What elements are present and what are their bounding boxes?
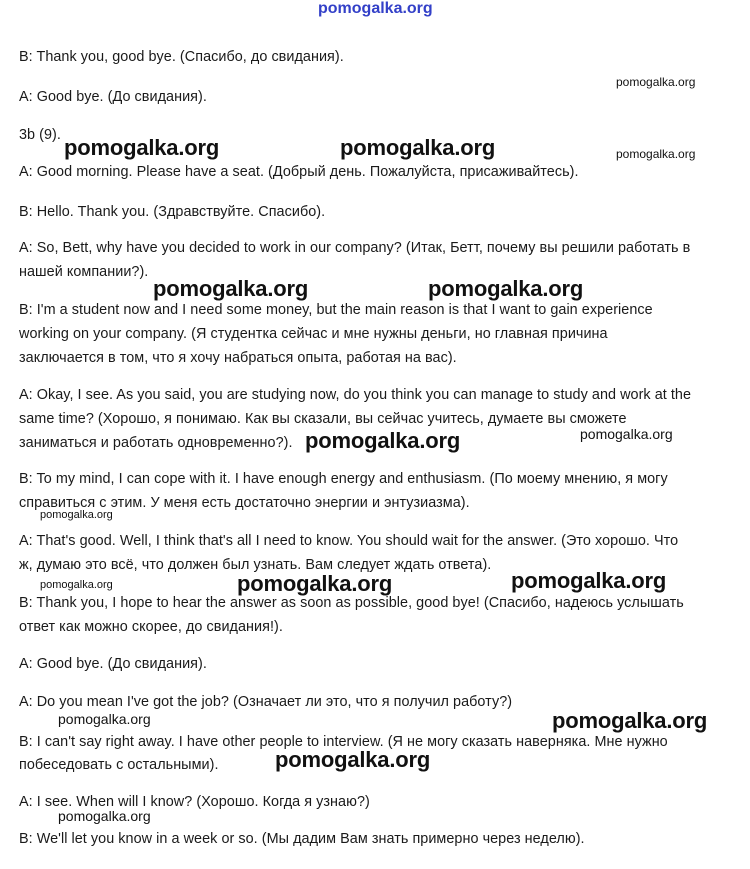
watermark: pomogalka.org (305, 428, 461, 453)
watermark: pomogalka.org (237, 571, 393, 596)
dialogue-line: A: Good morning. Please have a seat. (Добрый день. Пожалуйста, присаживайтесь). (19, 164, 579, 180)
dialogue-line: B: Hello. Thank you. (Здравствуйте. Спасибо). (19, 204, 326, 220)
watermark: pomogalka.org (428, 276, 584, 301)
dialogue-line: same time? (Хорошо, я понимаю. Как вы сказали, вы сейчас учитесь, думаете вы сможете (19, 411, 627, 427)
watermark: pomogalka.org (616, 147, 696, 161)
dialogue-line: ответ как можно скорее, до свидания!). (19, 619, 283, 635)
dialogue-line: побеседовать с остальными). (19, 757, 219, 773)
dialogue-line: B: Thank you, good bye. (Спасибо, до свидания). (19, 49, 344, 65)
dialogue-line: A: So, Bett, why have you decided to work in our company? (Итак, Бетт, почему вы решили работать в (19, 240, 691, 256)
watermark: pomogalka.org (40, 509, 113, 521)
dialogue-line: B: I'm a student now and I need some money, but the main reason is that I want to gain experience (19, 302, 653, 318)
watermark: pomogalka.org (40, 579, 113, 591)
dialogue-line: A: That's good. Well, I think that's all I need to know. You should wait for the answer. (Это хорошо. Что (19, 533, 679, 549)
watermark: pomogalka.org (64, 135, 220, 160)
watermark: pomogalka.org (58, 808, 151, 824)
dialogue-line: working on your company. (Я студентка сейчас и мне нужны деньги, но главная причина (19, 326, 608, 342)
dialogue-line: справиться с этим. У меня есть достаточно энергии и энтузиазма). (19, 495, 470, 511)
header-watermark: pomogalka.org (318, 0, 433, 17)
watermark: pomogalka.org (616, 75, 696, 89)
watermark: pomogalka.org (153, 276, 309, 301)
watermark: pomogalka.org (552, 708, 708, 733)
dialogue-line: B: I can't say right away. I have other people to interview. (Я не могу сказать наверняка. Мне нужно (19, 734, 668, 750)
section-label: 3b (9). (19, 127, 61, 143)
watermark: pomogalka.org (275, 747, 431, 772)
dialogue-line: A: Do you mean I've got the job? (Означает ли это, что я получил работу?) (19, 694, 513, 710)
watermark: pomogalka.org (340, 135, 496, 160)
watermark: pomogalka.org (580, 426, 673, 442)
dialogue-line: заключается в том, что я хочу набраться опыта, работая на вас). (19, 350, 457, 366)
dialogue-line: A: I see. When will I know? (Хорошо. Когда я узнаю?) (19, 794, 370, 810)
watermark: pomogalka.org (511, 568, 667, 593)
dialogue-line: A: Good bye. (До свидания). (19, 656, 207, 672)
dialogue-line: B: Thank you, I hope to hear the answer as soon as possible, good bye! (Спасибо, надеюсь услышать (19, 595, 684, 611)
dialogue-line: A: Okay, I see. As you said, you are studying now, do you think you can manage to study and work at the (19, 387, 692, 403)
dialogue-line: B: We'll let you know in a week or so. (Мы дадим Вам знать примерно через неделю). (19, 831, 585, 847)
watermark: pomogalka.org (58, 711, 151, 727)
dialogue-line: заниматься и работать одновременно?). (19, 435, 293, 451)
dialogue-line: ж, думаю это всё, что должен был узнать. Вам следует ждать ответа). (19, 557, 492, 573)
dialogue-line: нашей компании?). (19, 264, 149, 280)
dialogue-line: B: To my mind, I can cope with it. I have enough energy and enthusiasm. (По моему мнению, я могу (19, 471, 668, 487)
dialogue-line: A: Good bye. (До свидания). (19, 89, 207, 105)
